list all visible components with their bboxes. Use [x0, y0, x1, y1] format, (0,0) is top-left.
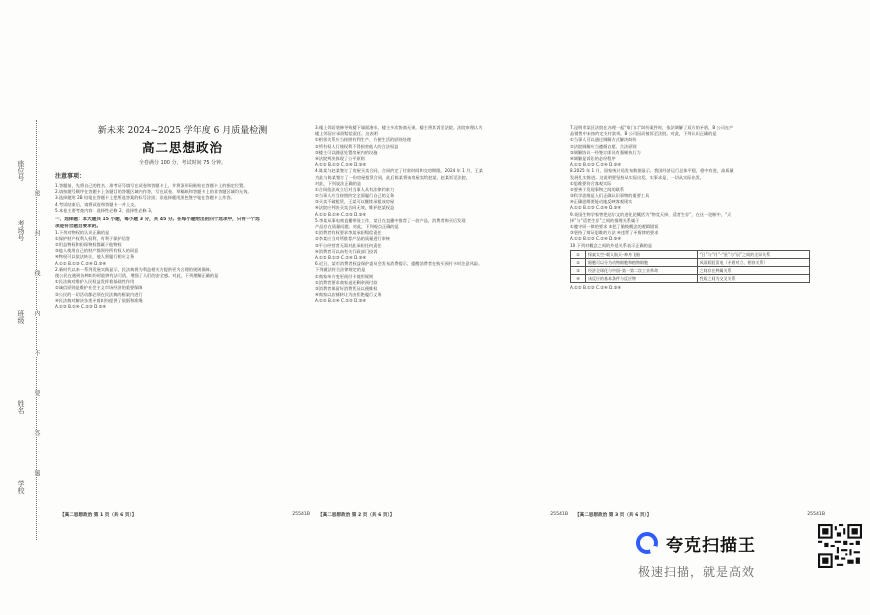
- subject-title: 高二思想政治: [141, 140, 223, 155]
- question-line: ②要善于发现事物之间的联系: [570, 186, 625, 192]
- question-line: 1.下列对物权的认识正确的是: [55, 229, 110, 235]
- note-item: 1.答题前，先将自己的姓名、准考证号填写在试卷和答题卡上，并将条形码粘贴在答题卡上的指定位置。: [55, 183, 248, 188]
- question-line: 对此，下列说法正确的是: [315, 180, 362, 186]
- question-line: ③科学思维是人们正确认识事物的重要工具: [570, 193, 650, 199]
- question-list: [570, 125, 825, 248]
- question-line: ②诚信原则是维护社会主义市场经济的重要保障: [55, 285, 143, 291]
- margin-label-school: 学校: [17, 480, 25, 494]
- exam-title: 新未来 2024~2025 学年度 6 月质量检测: [97, 126, 268, 136]
- q10-options: A.①② B.①③ C.②④ D.③④: [570, 285, 622, 291]
- question-line: ③楼主可以随意处置房屋内的设施: [315, 149, 378, 155]
- page-footer: [60, 512, 310, 518]
- page-2-column: [315, 125, 570, 304]
- seal-word: 不: [33, 350, 40, 356]
- question-line: ④正确思维要能动地反映客观现实: [570, 199, 633, 205]
- page-3-column: [570, 125, 825, 291]
- table-row: [571, 259, 810, 267]
- seal-line: [36, 120, 37, 540]
- question-line: ②法院调解应当遵循自愿、合法原则: [570, 143, 637, 149]
- table-cell: ①: [571, 251, 586, 259]
- question-line: 择”与“适者生存”之间的推理关系属于: [570, 217, 640, 223]
- footer-page-label: 【高二思想政治 第 1 页（共 6 页）】: [60, 513, 137, 518]
- question-line: A.①③ B.①④ C.②③ D.②④: [55, 303, 107, 309]
- question-line: ③消费者保留好消费凭证以便维权: [315, 285, 378, 291]
- table-cell: 该反应的基本条件与反应物: [586, 275, 698, 283]
- question-line: 品销售中未按约定支付款项。B 公司因而被诉至法院。对此，下列认识正确的是: [570, 131, 717, 137]
- question-line: ④法院应判决买卖合同无效，维护赵某权益: [315, 205, 395, 211]
- qr-code-icon: [818, 524, 862, 568]
- note-item: 5.本卷主要考查内容：选择性必修 2、选择性必修 3。: [55, 207, 155, 213]
- note-item: 4.考试结束后，请将试卷和答题卡一并上交。: [55, 201, 139, 207]
- seal-word: 要: [33, 390, 40, 396]
- table-cell: 风雨彩虹雷电（矛盾对立、相容关系）: [697, 259, 809, 267]
- binding-margin: [0, 120, 50, 540]
- question-line: 8.2025 年 1 月，国家统计局发布数据显示，我国经济运行总体平稳，稳中有进，高质量: [570, 168, 734, 174]
- question-line: ①合同依法成立后对当事人具有法律约束力: [315, 186, 395, 192]
- question-line: ④民法典对解决各类矛盾纠纷提供了依据和准绳: [55, 297, 143, 303]
- question-line: A.①② B.①③ C.②④ D.③④: [315, 254, 367, 260]
- question-line: ④商家以店铺转让为由拒绝履行义务: [315, 292, 382, 298]
- page-footer: [318, 512, 568, 518]
- notes-heading: 注意事项：: [55, 173, 86, 180]
- question-line: 发展扎实推进。这说明要坚持从实际出发，实事求是，一切从实际出发。: [570, 174, 705, 180]
- q10-table: [570, 250, 810, 283]
- question-line: 为此与陈某签订了一份房屋租赁合同，此后陈某将该房屋卖给赵某。赵某诉至法院。: [315, 174, 470, 180]
- question-line: ④法院判决体现了公平原则: [315, 155, 365, 161]
- brand-slogan: 极速扫描，就是高效: [638, 565, 756, 579]
- seal-word: 密: [33, 190, 40, 196]
- table-cell: 之间存在种属关系: [697, 267, 809, 275]
- question-line: A.①② B.①④ C.②③ D.③④: [315, 298, 367, 304]
- section-heading: 一、选择题：本大题共 15 小题，每小题 3 分，共 45 分。在每小题给出的四个选项中，只有一个选: [55, 217, 260, 223]
- question-line: ③平台经营者无需对此承担任何责任: [315, 242, 382, 248]
- question-line: ①当事人可以通过调解方式解决纠纷: [570, 137, 637, 143]
- footer-page-label: 【高二思想政治 第 3 页（共 6 页）】: [575, 513, 652, 518]
- table-row: [571, 275, 810, 283]
- question-line: ②用益物权和担保物权都属于他物权: [55, 242, 122, 248]
- question-line: ③买卖不破租赁，王某可以继续承租该房屋: [315, 199, 395, 205]
- question-line: A.①② B.①③ C.②④ D.③④: [315, 162, 367, 168]
- page-1-column: [55, 125, 310, 310]
- section-heading-cont: 项是符合题目要求的。: [55, 223, 101, 229]
- margin-label-seat: 座位号: [17, 160, 25, 181]
- note-item: 2.请按题号顺序在答题卡上各题目的答题区域内作答，写在试卷、草稿纸和答题卡上的非答题区域均无效。: [55, 189, 252, 195]
- question-line: ③调解协议一经签订即具有强制执行力: [570, 149, 641, 155]
- table-cell: ③: [571, 267, 586, 275]
- seal-word: 答: [33, 430, 40, 436]
- question-line: 5.李某从事电商直播带货工作，某日在直播中推荐了一款产品，消费者购买后发现: [315, 217, 466, 223]
- question-line: 产品存在质量问题。对此，下列观点正确的是: [315, 224, 399, 229]
- note-item: 3.选择题用 2B 铅笔在答题卡上把所选答案的标号涂黑；非选择题用黑色签字笔在答题卡上作答。: [55, 195, 235, 201]
- question-line: ③公民的一切活动都必须在民法典的框架内进行: [55, 291, 143, 297]
- question-line: ①消费者有权要求李某承担赔偿责任: [315, 230, 382, 236]
- question-line: ②李某应当对所推荐产品的质量进行审核: [315, 236, 390, 242]
- table-cell: ②: [571, 259, 586, 267]
- margin-label-room: 考场号: [17, 220, 25, 241]
- scanner-watermark: [634, 524, 866, 599]
- question-line: ①民法典对维护人民权益发挥着基础性作用: [55, 279, 135, 285]
- question-line: ①保护财产权利人权利，有利于保护信誉: [55, 235, 130, 241]
- exam-info: 全卷满分 100 分，考试时间 75 分钟。: [138, 160, 227, 166]
- margin-label-name: 姓名: [17, 400, 25, 414]
- table-row: [571, 267, 810, 275]
- seal-word: 封: [33, 230, 40, 236]
- footer-page-label: 【高二思想政治 第 2 页（共 6 页）】: [318, 513, 395, 518]
- question-list: [315, 125, 570, 304]
- table-cell: 性质之间为交叉关系: [697, 275, 809, 283]
- question-line: 6.近日，某市消费者权益保护委员会发布消费提示，提醒消费者在购买预付卡时注意风险。: [315, 261, 483, 267]
- question-line: ②消费者要求商家退还剩余预付款: [315, 279, 378, 285]
- seal-word: 题: [33, 470, 40, 476]
- question-line: A.①② B.①③ C.②④ D.③④: [55, 260, 107, 266]
- question-line: ①商家单方变更预付卡使用规则: [315, 273, 374, 279]
- question-line: 9.英国生物学家曾把达尔文的进化论概括为“物竞天择，适者生存”，在这一论断中，“天: [570, 211, 732, 217]
- brand-name: 夸克扫描王: [666, 536, 756, 556]
- question-line: 10.下列对概念之间的外延关系表示正确的是: [570, 242, 653, 248]
- question-line: ③他人使用自己的财产都须经所有权人的同意: [55, 248, 139, 254]
- question-line: 2.新时代以来一系列发展实践显示，民法典将为利益相关方提供更为合理的规则保障，: [55, 266, 214, 272]
- page-footer: [575, 512, 825, 518]
- table-row: [571, 251, 810, 259]
- question-line: 3.楼上邻居装修导致楼下墙面渗水，楼主多次协商无果。楼主将其诉至法院。法院审理认为: [315, 125, 483, 130]
- question-line: 下列做法符合法律规定的是: [315, 267, 366, 273]
- question-line: A.①② B.①③ C.②④ D.③④: [570, 205, 622, 211]
- question-line: ①遵守同一律的要求 ②犯了偷换概念的逻辑错误: [570, 224, 659, 229]
- question-line: ④调解是诉讼的必经程序: [570, 155, 616, 161]
- question-line: 使公民在遇到各种纠纷时能够有法可依，增强了人们的安全感。对此，下列理解正确的是: [55, 273, 219, 279]
- quark-logo-icon: [636, 532, 658, 554]
- question-line: ①相邻关系应当按照有利生产、方便生活的原则处理: [315, 137, 411, 143]
- footer-code: 25541B: [550, 512, 568, 517]
- question-line: 4.陈某与赵某签订了房屋买卖合同，合同约定了付款时间和交房期限。2024 年 1 月，王某: [315, 168, 483, 174]
- question-line: A.①② B.①③ C.②④ D.③④: [570, 162, 622, 168]
- question-line: ①思维要符合客观实际: [570, 180, 612, 186]
- footer-code: 25541B: [292, 512, 310, 517]
- question-line: 7.昆明市某区法院在办理一起“家门口”纠纷案件时，依法调解了双方的矛盾，B 公司在产: [570, 125, 734, 130]
- question-line: ②当事人应当按照约定全面履行自己的义务: [315, 193, 395, 199]
- seal-word: 内: [33, 310, 40, 316]
- question-line: ④消费者可以向有关行政部门投诉: [315, 248, 378, 254]
- table-cell: 探索太空–载人航天–神舟飞船: [586, 251, 698, 259]
- margin-label-class: 班级: [17, 310, 25, 324]
- table-cell: “日”与“月”–“星”与“辰”之间的全异关系: [697, 251, 809, 259]
- table-cell: 经济全球化与中国–第一第二次工业革命: [586, 267, 698, 275]
- table-cell: ④: [571, 275, 586, 283]
- question-line: ②所有权人行使权利不得损害他人的合法权益: [315, 143, 399, 149]
- question-line: ③坚持了辩证思维的方法 ④违背了矛盾律的要求: [570, 230, 659, 236]
- table-cell: 细胞可以分为动物细胞和植物细胞: [586, 259, 698, 267]
- seal-word: 线: [33, 270, 40, 276]
- question-line: ④物权可以依法转让，他人须履行相应义务: [55, 254, 135, 260]
- question-line: A.①② B.①④ C.②③ D.③④: [315, 211, 367, 217]
- footer-code: 25541B: [807, 512, 825, 517]
- question-list: [55, 230, 310, 310]
- question-line: A.①② B.①③ C.②④ D.③④: [570, 236, 622, 242]
- question-line: 楼上邻居应承担赔偿责任。这表明: [315, 131, 378, 137]
